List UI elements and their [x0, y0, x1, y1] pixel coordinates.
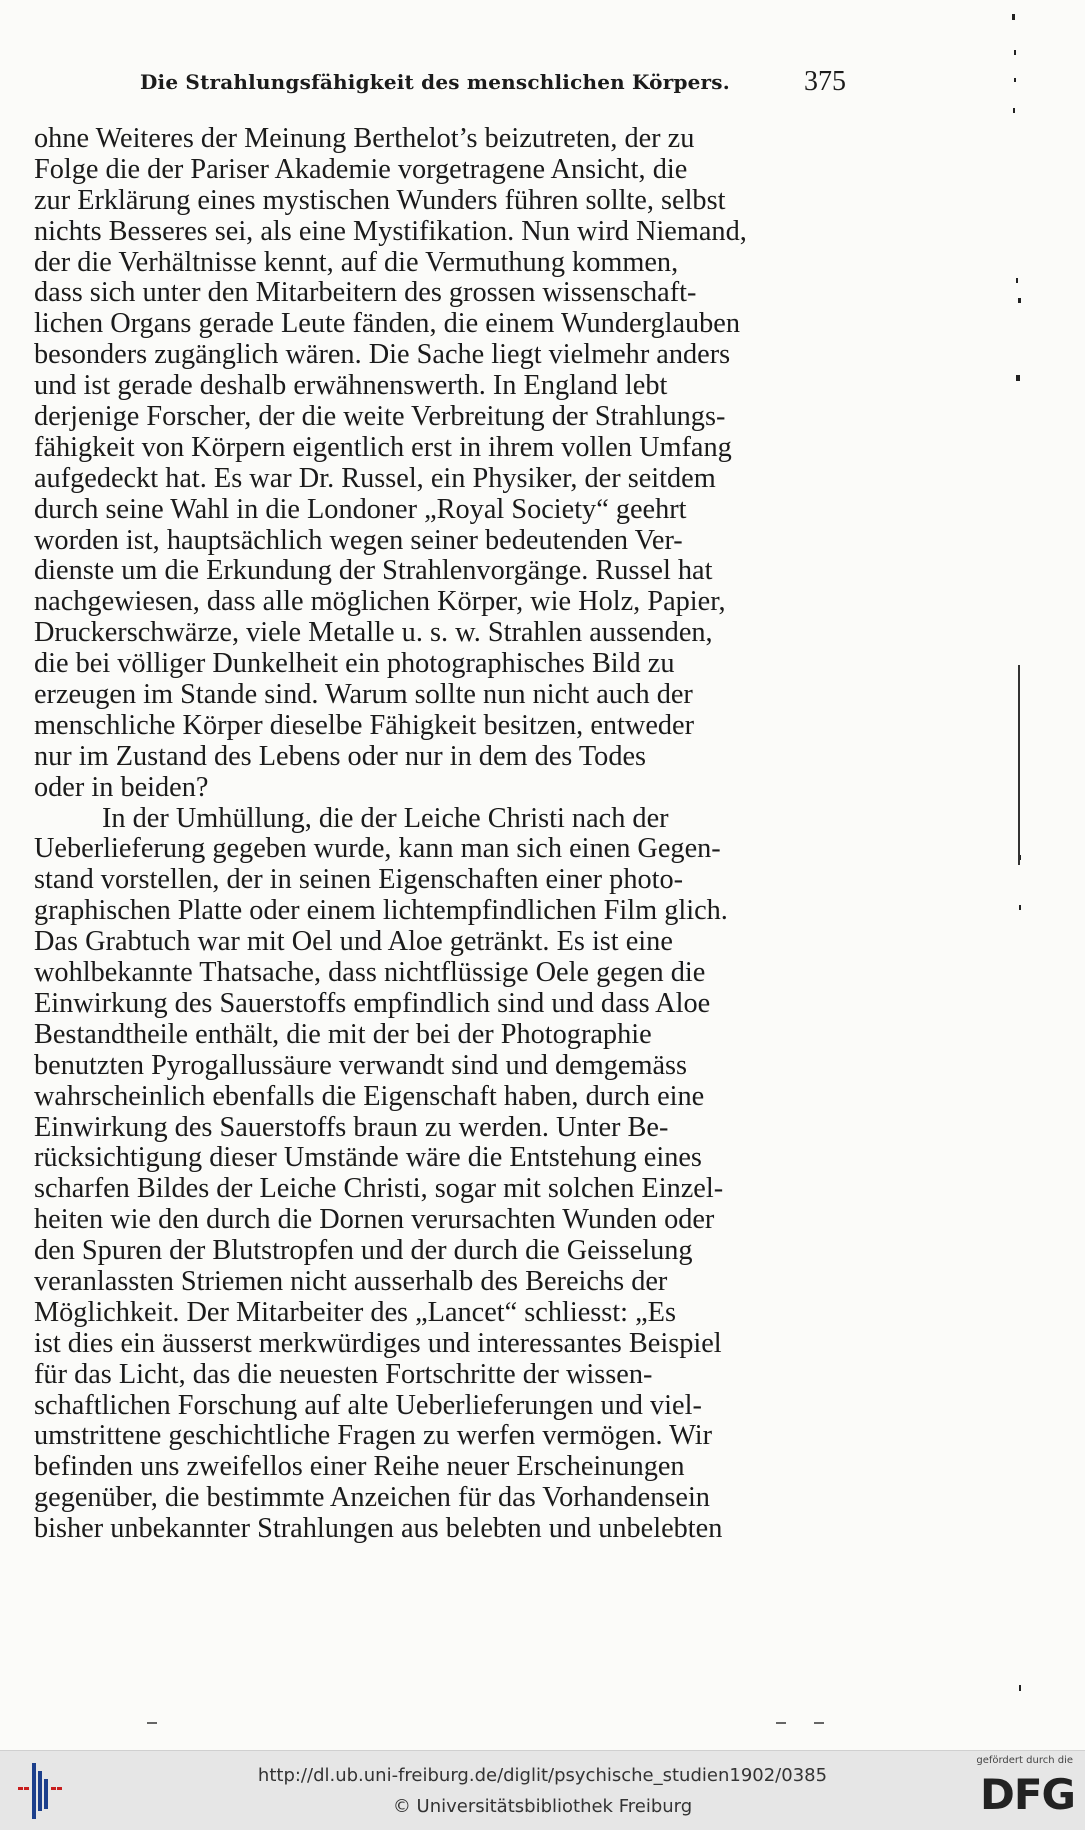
text-line: für das Licht, das die neuesten Fortschritte der wissen-: [34, 1359, 653, 1390]
text-line: erzeugen im Stande sind. Warum sollte nun nicht auch der: [34, 680, 693, 711]
page-number: 375: [804, 66, 846, 97]
text-line: graphischen Platte oder einem lichtempfindlichen Film glich.: [34, 896, 728, 927]
text-line: ist dies ein äusserst merkwürdiges und interessantes Beispiel: [34, 1328, 722, 1359]
text-line: lichen Organs gerade Leute fänden, die einem Wunderglauben: [34, 309, 741, 340]
text-line: zur Erklärung eines mystischen Wunders führen sollte, selbst: [34, 185, 726, 216]
text-line: gegenüber, die bestimmte Anzeichen für das Vorhandensein: [34, 1483, 710, 1514]
running-title: Die Strahlungsfähigkeit des menschlichen Körpers.: [140, 70, 730, 94]
body-text: [34, 124, 844, 1545]
text-line: dienste um die Erkundung der Strahlenvorgänge. Russel hat: [34, 556, 713, 587]
text-line: dass sich unter den Mitarbeitern des grossen wissenschaft-: [34, 278, 697, 309]
text-line: den Spuren der Blutstropfen und der durch die Geisselung: [34, 1236, 693, 1267]
text-line: Folge die der Pariser Akademie vorgetragene Ansicht, die: [34, 154, 688, 185]
text-line: Einwirkung des Sauerstoffs empfindlich sind und dass Aloe: [34, 988, 711, 1019]
text-line: Druckerschwärze, viele Metalle u. s. w. Strahlen aussenden,: [34, 618, 713, 649]
footer-dash: [776, 1722, 786, 1724]
text-line: Das Grabtuch war mit Oel und Aloe getränkt. Es ist eine: [34, 927, 673, 958]
text-line: und ist gerade deshalb erwähnenswerth. In England lebt: [34, 371, 668, 402]
text-line: benutzten Pyrogallussäure verwandt sind und demgemäss: [34, 1050, 688, 1081]
text-line: derjenige Forscher, der die weite Verbreitung der Strahlungs-: [34, 402, 726, 433]
text-line: stand vorstellen, der in seinen Eigenschaften einer photo-: [34, 865, 684, 896]
text-line: menschliche Körper dieselbe Fähigkeit besitzen, entweder: [34, 710, 695, 741]
text-line: Möglichkeit. Der Mitarbeiter des „Lancet“ schliesst: „Es: [34, 1297, 676, 1328]
text-line: ohne Weiteres der Meinung Berthelot’s beizutreten, der zu: [34, 124, 695, 154]
text-line: nur im Zustand des Lebens oder nur in dem des Todes: [34, 741, 647, 772]
text-line: befinden uns zweifellos einer Reihe neuer Erscheinungen: [34, 1452, 685, 1483]
text-line: Ueberlieferung gegeben wurde, kann man sich einen Gegen-: [34, 834, 721, 865]
copyright-notice: © Universitätsbibliothek Freiburg: [392, 1796, 693, 1817]
text-line: nachgewiesen, dass alle möglichen Körper, wie Holz, Papier,: [34, 587, 726, 618]
margin-marks: [1005, 0, 1035, 1750]
text-line: besonders zugänglich wären. Die Sache liegt vielmehr anders: [34, 340, 731, 371]
margin-rule: [1018, 665, 1020, 865]
text-line: scharfen Bildes der Leiche Christi, sogar mit solchen Einzel-: [34, 1174, 724, 1205]
text-line: durch seine Wahl in die Londoner „Royal Society“ geehrt: [34, 494, 687, 525]
text-line: bisher unbekannter Strahlungen aus belebten und unbelebten: [34, 1514, 723, 1545]
document-url[interactable]: http://dl.ub.uni-freiburg.de/diglit/psychische_studien1902/0385: [257, 1765, 828, 1786]
text-line: umstrittene geschichtliche Fragen zu werfen vermögen. Wir: [34, 1421, 713, 1452]
text-line: fähigkeit von Körpern eigentlich erst in ihrem vollen Umfang: [34, 432, 732, 463]
text-line: veranlassten Striemen nicht ausserhalb des Bereichs der: [34, 1266, 668, 1297]
text-line: schaftlichen Forschung auf alte Ueberlieferungen und viel-: [34, 1390, 702, 1421]
footer-bar: [0, 1750, 1085, 1830]
text-line: die bei völliger Dunkelheit ein photographisches Bild zu: [34, 649, 675, 680]
text-line: In der Umhüllung, die der Leiche Christi nach der: [102, 803, 669, 834]
dfg-note: gefördert durch die: [976, 1755, 1073, 1766]
text-line: aufgedeckt hat. Es war Dr. Russel, ein Physiker, der seitdem: [34, 463, 716, 494]
text-line: wahrscheinlich ebenfalls die Eigenschaft haben, durch eine: [34, 1081, 705, 1112]
text-line: rücksichtigung dieser Umstände wäre die Entstehung eines: [34, 1143, 702, 1174]
text-line: Einwirkung des Sauerstoffs braun zu werden. Unter Be-: [34, 1112, 669, 1143]
text-line: heiten wie den durch die Dornen verursachten Wunden oder: [34, 1205, 715, 1236]
text-line: Bestandtheile enthält, die mit der bei der Photographie: [34, 1019, 652, 1050]
text-line: oder in beiden?: [34, 772, 209, 803]
text-line: worden ist, hauptsächlich wegen seiner bedeutenden Ver-: [34, 525, 683, 556]
footer-dash: [814, 1722, 824, 1724]
text-line: der die Verhältnisse kennt, auf die Vermuthung kommen,: [34, 247, 679, 278]
page-header: [140, 66, 846, 100]
text-line: wohlbekannte Thatsache, dass nichtflüssige Oele gegen die: [34, 958, 706, 989]
dfg-logo: DFG: [979, 1770, 1075, 1819]
footer-dash: [147, 1722, 157, 1724]
text-line: nichts Besseres sei, als eine Mystifikation. Nun wird Niemand,: [34, 216, 747, 247]
